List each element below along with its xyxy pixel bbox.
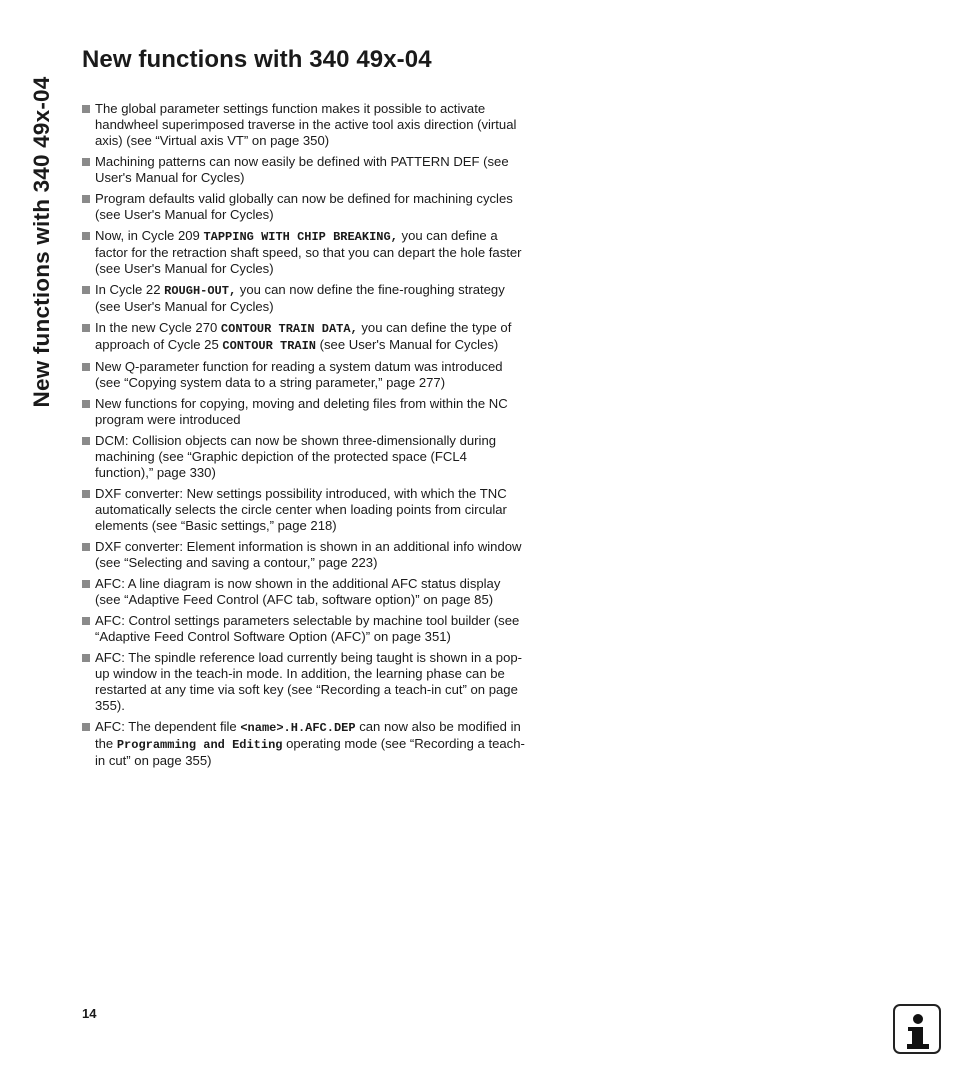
square-bullet-icon bbox=[82, 617, 90, 625]
feature-list bbox=[82, 101, 527, 774]
square-bullet-icon bbox=[82, 105, 90, 113]
side-chapter-title-text: New functions with 340 49x-04 bbox=[29, 76, 54, 408]
list-item: Program defaults valid globally can now be defined for machining cycles (see User's Manual for Cycles) bbox=[82, 191, 527, 223]
list-item: DXF converter: Element information is shown in an additional info window (see “Selecting and saving a contour,” page 223) bbox=[82, 539, 527, 571]
cycle-name: CONTOUR TRAIN bbox=[222, 339, 317, 353]
list-item: New Q-parameter function for reading a system datum was introduced (see “Copying system data to a string parameter,” page 277) bbox=[82, 359, 527, 391]
list-item: In Cycle 22 ROUGH-OUT, you can now define the fine-roughing strategy (see User's Manual for Cycles) bbox=[82, 282, 527, 315]
square-bullet-icon bbox=[82, 490, 90, 498]
square-bullet-icon bbox=[82, 654, 90, 662]
list-item: In the new Cycle 270 CONTOUR TRAIN DATA, you can define the type of approach of Cycle 25 CONTOUR TRAIN (see User's Manual for Cycles) bbox=[82, 320, 527, 354]
square-bullet-icon bbox=[82, 324, 90, 332]
square-bullet-icon bbox=[82, 543, 90, 551]
square-bullet-icon bbox=[82, 723, 90, 731]
square-bullet-icon bbox=[82, 580, 90, 588]
square-bullet-icon bbox=[82, 286, 90, 294]
list-item: Machining patterns can now easily be defined with PATTERN DEF (see User's Manual for Cycles) bbox=[82, 154, 527, 186]
square-bullet-icon bbox=[82, 437, 90, 445]
list-item: AFC: The spindle reference load currently being taught is shown in a pop-up window in the teach-in mode. In addition, the learning phase can be restarted at any time via soft key (see “Recording a teach-in cut” on page 355). bbox=[82, 650, 527, 714]
list-item: AFC: The dependent file <name>.H.AFC.DEP can now also be modified in the Programming and Editing operating mode (see “Recording a teach-in cut” on page 355) bbox=[82, 719, 527, 769]
square-bullet-icon bbox=[82, 158, 90, 166]
mode-name: Programming and Editing bbox=[116, 738, 283, 752]
square-bullet-icon bbox=[82, 363, 90, 371]
cycle-name: TAPPING WITH CHIP BREAKING, bbox=[203, 230, 398, 244]
list-item: The global parameter settings function makes it possible to activate handwheel superimposed traverse in the active tool axis direction (virtual axis) (see “Virtual axis VT” on page 350) bbox=[82, 101, 527, 149]
side-chapter-title bbox=[22, 52, 62, 432]
list-item: DCM: Collision objects can now be shown three-dimensionally during machining (see “Graphic depiction of the protected space (FCL4 function),” page 330) bbox=[82, 433, 527, 481]
cycle-name: ROUGH-OUT, bbox=[164, 284, 237, 298]
square-bullet-icon bbox=[82, 232, 90, 240]
list-item: DXF converter: New settings possibility introduced, with which the TNC automatically selects the circle center when loading points from circular elements (see “Basic settings,” page 218) bbox=[82, 486, 527, 534]
square-bullet-icon bbox=[82, 400, 90, 408]
list-item: Now, in Cycle 209 TAPPING WITH CHIP BREAKING, you can define a factor for the retraction shaft speed, so that you can depart the hole faster (see User's Manual for Cycles) bbox=[82, 228, 527, 277]
list-item: New functions for copying, moving and deleting files from within the NC program were introduced bbox=[82, 396, 527, 428]
list-item: AFC: A line diagram is now shown in the additional AFC status display (see “Adaptive Feed Control (AFC tab, software option)” on page 85) bbox=[82, 576, 527, 608]
list-item: AFC: Control settings parameters selectable by machine tool builder (see “Adaptive Feed Control Software Option (AFC)” on page 351) bbox=[82, 613, 527, 645]
file-name: <name>.H.AFC.DEP bbox=[240, 721, 356, 735]
cycle-name: CONTOUR TRAIN DATA, bbox=[220, 322, 358, 336]
page-number: 14 bbox=[82, 1006, 97, 1021]
square-bullet-icon bbox=[82, 195, 90, 203]
info-icon bbox=[893, 1004, 941, 1054]
page-title: New functions with 340 49x-04 bbox=[82, 46, 432, 73]
